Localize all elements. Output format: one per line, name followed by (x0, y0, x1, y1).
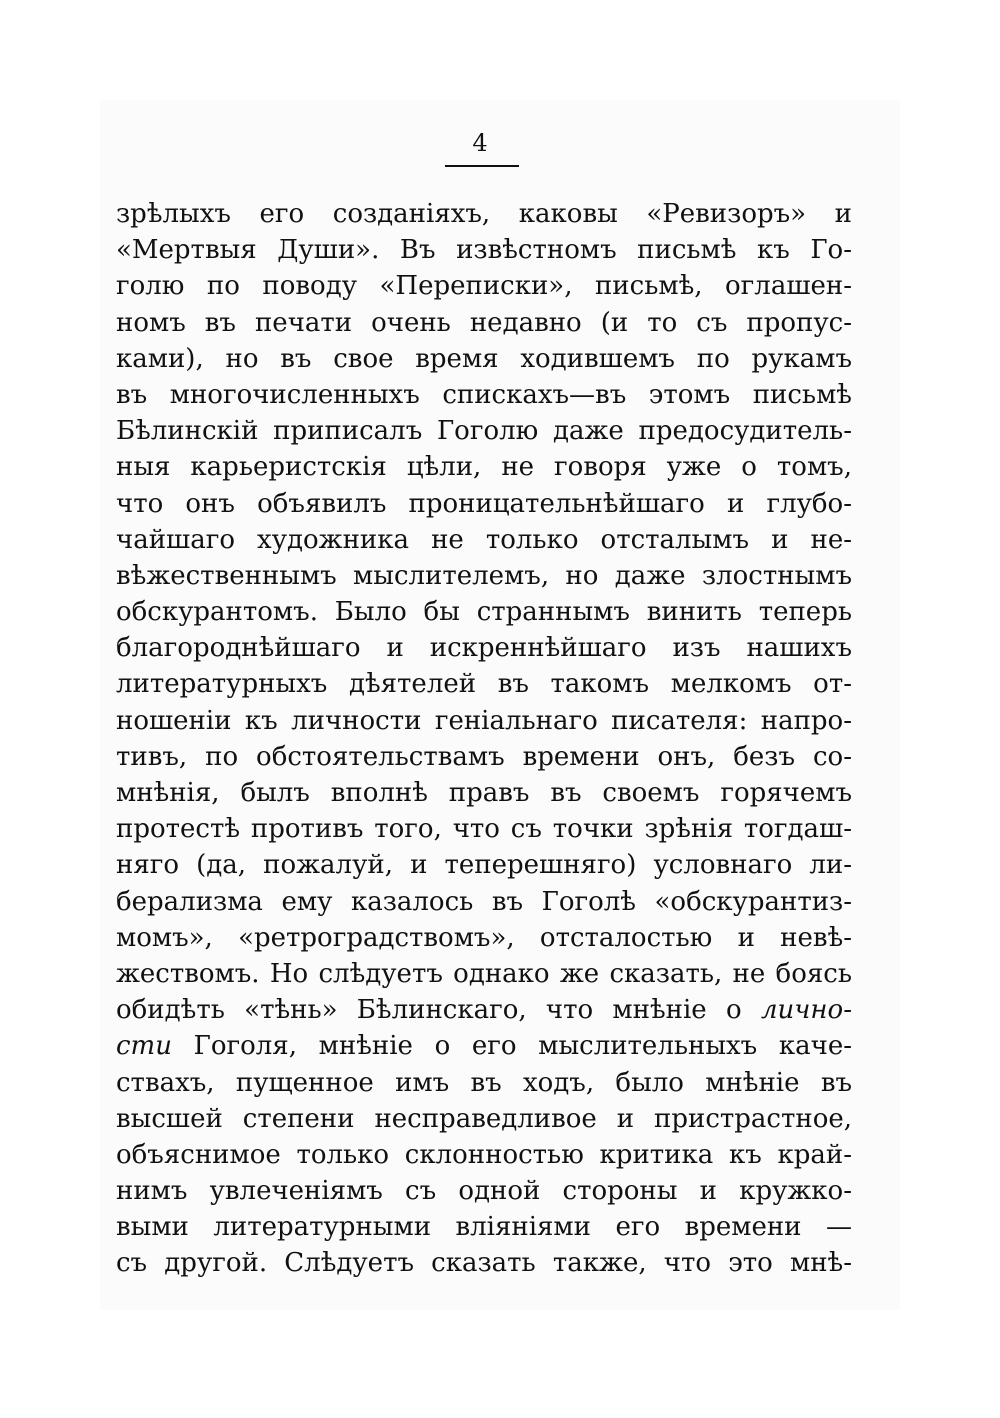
text-line: что онъ объявилъ проницательнѣйшаго и глубо- (116, 488, 852, 519)
text-line: няго (да, пожалуй, и теперешняго) условнаго ли- (116, 850, 852, 881)
text-line: обскурантомъ. Было бы страннымъ винить теперь (116, 597, 852, 628)
text-line: литературныхъ дѣятелей въ такомъ мелкомъ от- (116, 669, 852, 700)
text-line: мнѣнія, былъ вполнѣ правъ въ своемъ горячемъ (116, 778, 852, 808)
text-line: съ другой. Слѣдуетъ сказать также, что это мнѣ- (116, 1248, 852, 1279)
body-text (116, 196, 852, 1282)
italic-word: сти (116, 1031, 172, 1062)
text-line: ствахъ, пущенное имъ въ ходъ, было мнѣніе въ (116, 1067, 852, 1098)
text-line: выми литературными вліяніями его времени — (116, 1212, 852, 1243)
text-line: нимъ увлеченіямъ съ одной стороны и кружко- (116, 1176, 852, 1207)
italic-word: лично- (760, 995, 852, 1026)
text-line: вѣжественнымъ мыслителемъ, но даже злостнымъ (116, 560, 852, 591)
text-line: въ многочисленныхъ спискахъ—въ этомъ письмѣ (116, 379, 852, 410)
text-line-with-italic (116, 992, 852, 1028)
text-line: ками), но въ свое время ходившемъ по рукамъ (116, 343, 852, 374)
text-line: ныя карьеристскія цѣли, не говоря уже о томъ, (116, 452, 852, 483)
text-fragment: обидѣть «тѣнь» Бѣлинскаго, что мнѣніе о (116, 995, 742, 1026)
text-line: зрѣлыхъ его созданіяхъ, каковы «Ревизоръ» и (116, 199, 852, 229)
page-number: 4 (472, 129, 488, 157)
text-fragment: Гоголя, мнѣніе о его мыслительныхъ каче- (193, 1031, 852, 1062)
text-line: берализма ему казалось въ Гоголѣ «обскурантиз- (116, 886, 852, 917)
text-line: тивъ, по обстоятельствамъ времени онъ, безъ со- (116, 741, 852, 772)
text-line: жествомъ. Но слѣдуетъ однако же сказать, не боясь (116, 958, 852, 989)
text-line: протестѣ противъ того, что съ точки зрѣнія тогдаш- (116, 814, 852, 845)
text-line: чайшаго художника не только отсталымъ и не- (116, 524, 852, 555)
text-line: ношеніи къ личности геніальнаго писателя: напро- (116, 705, 852, 736)
text-line: «Мертвыя Души». Въ извѣстномъ письмѣ къ Го- (116, 235, 852, 266)
text-line: благороднѣйшаго и искреннѣйшаго изъ нашихъ (116, 633, 852, 664)
text-line: объяснимое только склонностью критика къ край- (116, 1139, 852, 1170)
text-line: Бѣлинскій приписалъ Гоголю даже предосудитель- (116, 416, 852, 447)
text-line: высшей степени несправедливое и пристрастное, (116, 1103, 852, 1134)
text-line-with-italic (116, 1028, 852, 1064)
text-line: момъ», «ретроградствомъ», отсталостью и невѣ- (116, 922, 852, 953)
text-line: номъ въ печати очень недавно (и то съ пропус- (116, 307, 852, 338)
text-line: голю по поводу «Переписки», письмѣ, оглашен- (116, 271, 852, 302)
header-rule (445, 165, 519, 167)
